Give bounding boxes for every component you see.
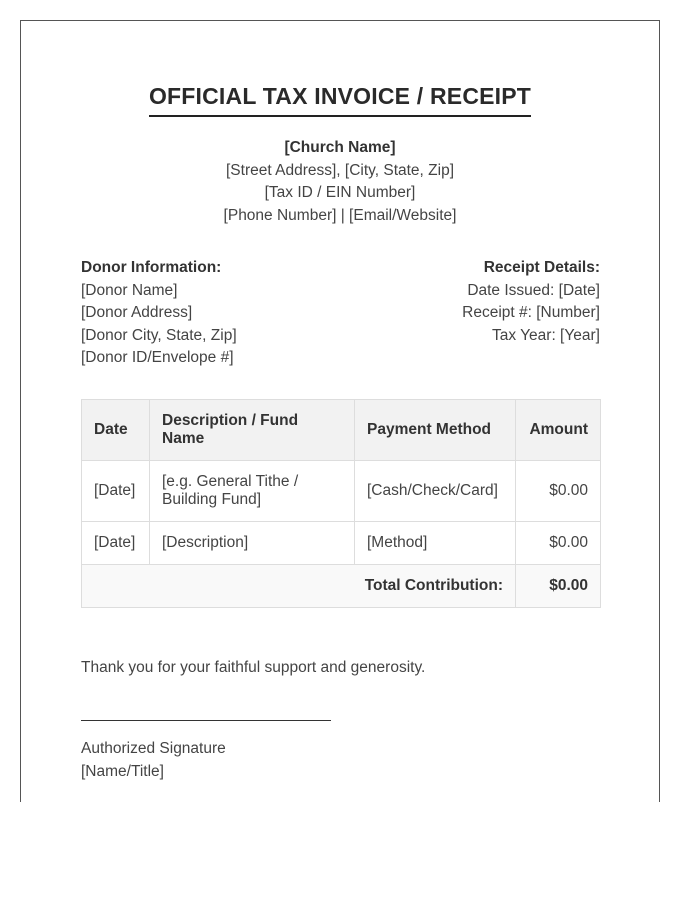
donor-id: [Donor ID/Envelope #] (81, 349, 234, 366)
organization-address: [Street Address], [City, State, Zip] (226, 161, 454, 179)
row-description: [Description] (150, 522, 355, 565)
total-row (82, 565, 601, 608)
donor-city: [Donor City, State, Zip] (81, 326, 237, 344)
contribution-table (81, 399, 601, 608)
title-container (21, 83, 659, 117)
row-payment-method: [Method] (355, 522, 516, 565)
receipt-tax-year: Tax Year: [Year] (491, 326, 600, 344)
row-amount: $0.00 (516, 522, 601, 565)
receipt-date-issued: Date Issued: [Date] (467, 281, 600, 299)
total-label: Total Contribution: (82, 565, 516, 608)
organization-tax-id: [Tax ID / EIN Number] (264, 184, 416, 201)
column-header-date: Date (82, 400, 150, 461)
receipt-number: Receipt #: [Number] (462, 304, 600, 321)
document-title: OFFICIAL TAX INVOICE / RECEIPT (149, 83, 531, 117)
row-date: [Date] (82, 461, 150, 522)
donor-address: [Donor Address] (81, 304, 193, 321)
signature-name-title: [Name/Title] (81, 762, 164, 780)
total-amount: $0.00 (516, 565, 601, 608)
organization-contact: [Phone Number] | [Email/Website] (223, 206, 457, 224)
thank-you-message: Thank you for your faithful support and generosity. (81, 659, 426, 676)
receipt-page (20, 20, 660, 802)
column-header-amount: Amount (516, 400, 601, 461)
column-header-payment-method: Payment Method (355, 400, 516, 461)
table-row (82, 461, 601, 522)
signature-label: Authorized Signature (81, 740, 226, 757)
signature-block (81, 738, 226, 783)
donor-info-block (81, 257, 237, 370)
donor-info-heading: Donor Information: (81, 259, 222, 276)
row-date: [Date] (82, 522, 150, 565)
table-row (82, 522, 601, 565)
organization-name: [Church Name] (284, 139, 396, 156)
donor-name: [Donor Name] (81, 281, 178, 299)
row-amount: $0.00 (516, 461, 601, 522)
row-payment-method: [Cash/Check/Card] (355, 461, 516, 522)
receipt-details-heading: Receipt Details: (483, 259, 600, 276)
signature-line (81, 720, 331, 721)
table-header-row (82, 400, 601, 461)
receipt-details-block (462, 257, 600, 347)
column-header-description: Description / Fund Name (150, 400, 355, 461)
organization-block (21, 137, 659, 227)
row-description: [e.g. General Tithe / Building Fund] (150, 461, 355, 522)
